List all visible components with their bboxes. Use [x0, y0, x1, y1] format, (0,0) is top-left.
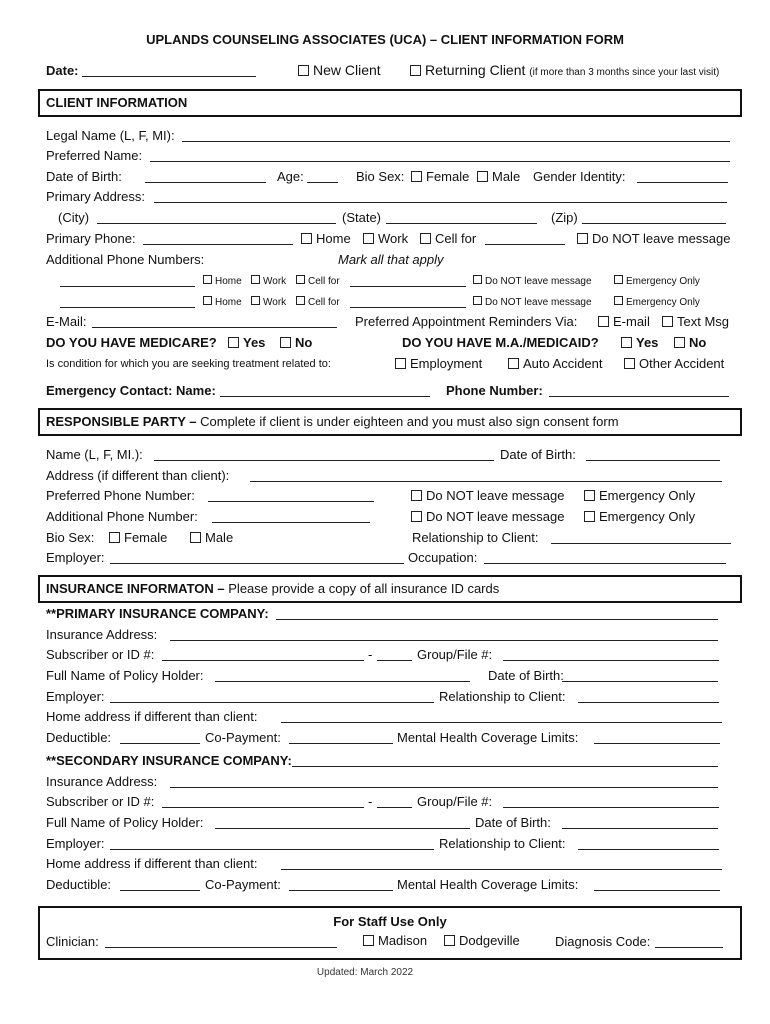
other-accident-option[interactable]: Other Accident: [624, 357, 724, 370]
secondary-mh-limits-label: Mental Health Coverage Limits:: [397, 877, 579, 892]
checkbox-icon[interactable]: [674, 337, 685, 348]
primary-employer-field[interactable]: [110, 702, 434, 703]
primary-deductible-field[interactable]: [120, 743, 200, 744]
primary-relationship-field[interactable]: [578, 702, 719, 703]
medicaid-question: DO YOU HAVE M.A./MEDICAID?: [402, 335, 599, 350]
date-label: Date:: [46, 63, 79, 78]
secondary-dob-label: Date of Birth:: [475, 815, 551, 830]
checkbox-icon[interactable]: [203, 275, 212, 284]
legal-name-label: Legal Name (L, F, MI):: [46, 128, 175, 143]
zip-field[interactable]: [582, 223, 726, 224]
checkbox-icon[interactable]: [363, 935, 374, 946]
medicare-no-option[interactable]: No: [280, 336, 312, 349]
secondary-deductible-label: Deductible:: [46, 877, 112, 892]
date-field[interactable]: [82, 76, 256, 77]
checkbox-icon[interactable]: [296, 296, 305, 305]
checkbox-icon[interactable]: [598, 316, 609, 327]
zip-label: (Zip): [551, 210, 578, 225]
checkbox-icon[interactable]: [395, 358, 406, 369]
dob-field[interactable]: [145, 182, 266, 183]
secondary-subscriber-label: Subscriber or ID #:: [46, 794, 155, 809]
additional-phone-1-work[interactable]: Work: [251, 275, 286, 287]
primary-employer-label: Employer:: [46, 689, 105, 704]
rp-add-phone-field[interactable]: [212, 522, 370, 523]
state-label: (State): [342, 210, 382, 225]
rp-address-field[interactable]: [250, 481, 722, 482]
primary-insurance-label: **PRIMARY INSURANCE COMPANY:: [46, 606, 269, 621]
secondary-group-label: Group/File #:: [417, 794, 493, 809]
bio-sex-label: Bio Sex:: [356, 169, 405, 184]
primary-deductible-label: Deductible:: [46, 730, 112, 745]
checkbox-icon[interactable]: [473, 275, 482, 284]
employment-option[interactable]: Employment: [395, 357, 482, 370]
additional-phone-2-emergency[interactable]: Emergency Only: [614, 296, 700, 308]
rp-occupation-field[interactable]: [484, 563, 726, 564]
staff-use-title: For Staff Use Only: [333, 914, 447, 929]
rp-relationship-field[interactable]: [551, 543, 731, 544]
checkbox-icon[interactable]: [614, 296, 623, 305]
work-option[interactable]: Work: [363, 232, 408, 245]
checkbox-icon[interactable]: [190, 532, 201, 543]
primary-relationship-label: Relationship to Client:: [439, 689, 566, 704]
primary-address-label: Insurance Address:: [46, 627, 158, 642]
secondary-subscriber-suffix[interactable]: [377, 807, 412, 808]
female-option[interactable]: Female: [411, 170, 469, 183]
secondary-policy-holder-label: Full Name of Policy Holder:: [46, 815, 204, 830]
checkbox-icon[interactable]: [662, 316, 673, 327]
checkbox-icon[interactable]: [411, 171, 422, 182]
email-label: E-Mail:: [46, 314, 87, 329]
primary-dash: -: [368, 647, 373, 662]
checkbox-icon[interactable]: [363, 233, 374, 244]
checkbox-icon[interactable]: [621, 337, 632, 348]
additional-phone-2-cell-field[interactable]: [350, 307, 466, 308]
home-option[interactable]: Home: [301, 232, 351, 245]
checkbox-icon[interactable]: [298, 65, 309, 76]
pref-reminders-label: Preferred Appointment Reminders Via:: [355, 314, 578, 329]
clinician-field[interactable]: [105, 947, 337, 948]
rp-occupation-label: Occupation:: [408, 550, 478, 565]
city-label: (City): [58, 210, 90, 225]
checkbox-icon[interactable]: [624, 358, 635, 369]
diagnosis-code-label: Diagnosis Code:: [555, 934, 651, 949]
secondary-employer-label: Employer:: [46, 836, 105, 851]
gender-identity-label: Gender Identity:: [533, 169, 626, 184]
rp-name-field[interactable]: [154, 460, 494, 461]
primary-home-address-field[interactable]: [281, 722, 722, 723]
checkbox-icon[interactable]: [301, 233, 312, 244]
emergency-phone-field[interactable]: [549, 396, 729, 397]
form-title: UPLANDS COUNSELING ASSOCIATES (UCA) – CLIENT INFORMATION FORM: [146, 32, 624, 47]
checkbox-icon[interactable]: [228, 337, 239, 348]
secondary-deductible-field[interactable]: [120, 890, 200, 891]
additional-phones-label: Additional Phone Numbers:: [46, 252, 205, 267]
checkbox-icon[interactable]: [411, 511, 422, 522]
secondary-home-address-label: Home address if different than client:: [46, 856, 258, 871]
new-client-option[interactable]: New Client: [298, 63, 381, 77]
additional-phone-1-field[interactable]: [60, 286, 195, 287]
checkbox-icon[interactable]: [477, 171, 488, 182]
primary-phone-label: Primary Phone:: [46, 231, 136, 246]
additional-phone-2-cell[interactable]: Cell for: [296, 296, 340, 308]
checkbox-icon[interactable]: [411, 490, 422, 501]
rp-pref-emergency[interactable]: Emergency Only: [584, 489, 695, 502]
medicare-yes-option[interactable]: Yes: [228, 336, 265, 349]
additional-phone-2-work[interactable]: Work: [251, 296, 286, 308]
secondary-dob-field[interactable]: [562, 828, 718, 829]
secondary-relationship-field[interactable]: [578, 849, 719, 850]
checkbox-icon[interactable]: [577, 233, 588, 244]
checkbox-icon[interactable]: [584, 511, 595, 522]
secondary-mh-limits-field[interactable]: [594, 890, 720, 891]
rp-female-option[interactable]: Female: [109, 531, 167, 544]
primary-address-field[interactable]: [154, 202, 727, 203]
city-field[interactable]: [97, 223, 336, 224]
state-field[interactable]: [386, 223, 537, 224]
rp-pref-phone-field[interactable]: [208, 501, 374, 502]
medicaid-no-option[interactable]: No: [674, 336, 706, 349]
additional-phone-1-do-not-leave[interactable]: Do NOT leave message: [473, 275, 592, 287]
additional-phone-2-do-not-leave[interactable]: Do NOT leave message: [473, 296, 592, 308]
secondary-dash: -: [368, 794, 373, 809]
returning-client-option[interactable]: Returning Client (if more than 3 months since your last visit): [410, 63, 719, 78]
age-label: Age:: [277, 169, 304, 184]
rp-add-phone-label: Additional Phone Number:: [46, 509, 198, 524]
checkbox-icon[interactable]: [473, 296, 482, 305]
legal-name-field[interactable]: [182, 141, 730, 142]
secondary-address-label: Insurance Address:: [46, 774, 158, 789]
responsible-section-title: RESPONSIBLE PARTY – Complete if client is under eighteen and you must also sign consent form: [46, 414, 619, 429]
reminder-text-option[interactable]: Text Msg: [662, 315, 729, 328]
checkbox-icon[interactable]: [296, 275, 305, 284]
cell-for-option[interactable]: Cell for: [420, 232, 476, 245]
additional-phone-2-home[interactable]: Home: [203, 296, 242, 308]
rp-employer-field[interactable]: [110, 563, 404, 564]
secondary-subscriber-field[interactable]: [162, 807, 364, 808]
additional-phone-1-cell[interactable]: Cell for: [296, 275, 340, 287]
checkbox-icon[interactable]: [444, 935, 455, 946]
madison-option[interactable]: Madison: [363, 934, 427, 947]
additional-phone-1-emergency[interactable]: Emergency Only: [614, 275, 700, 287]
primary-policy-holder-label: Full Name of Policy Holder:: [46, 668, 204, 683]
checkbox-icon[interactable]: [251, 275, 260, 284]
rp-pref-phone-label: Preferred Phone Number:: [46, 488, 195, 503]
medicare-question: DO YOU HAVE MEDICARE?: [46, 335, 217, 350]
rp-add-emergency[interactable]: Emergency Only: [584, 510, 695, 523]
checkbox-icon[interactable]: [420, 233, 431, 244]
male-option[interactable]: Male: [477, 170, 520, 183]
age-field[interactable]: [307, 182, 338, 183]
checkbox-icon[interactable]: [203, 296, 212, 305]
secondary-insurance-field[interactable]: [292, 766, 718, 767]
emergency-contact-label: Emergency Contact: Name:: [46, 383, 216, 398]
rp-add-do-not-leave[interactable]: Do NOT leave message: [411, 510, 565, 523]
secondary-copay-field[interactable]: [289, 890, 393, 891]
primary-subscriber-suffix[interactable]: [377, 660, 412, 661]
secondary-relationship-label: Relationship to Client:: [439, 836, 566, 851]
reminder-email-option[interactable]: E-mail: [598, 315, 650, 328]
mark-all-note: Mark all that apply: [338, 252, 444, 267]
secondary-insurance-label: **SECONDARY INSURANCE COMPANY:: [46, 753, 292, 768]
primary-insurance-field[interactable]: [276, 619, 718, 620]
medicaid-yes-option[interactable]: Yes: [621, 336, 658, 349]
primary-group-field[interactable]: [503, 660, 719, 661]
primary-subscriber-label: Subscriber or ID #:: [46, 647, 155, 662]
primary-policy-holder-field[interactable]: [215, 681, 470, 682]
dodgeville-option[interactable]: Dodgeville: [444, 934, 520, 947]
diagnosis-code-field[interactable]: [655, 947, 723, 948]
dob-label: Date of Birth:: [46, 169, 122, 184]
checkbox-icon[interactable]: [584, 490, 595, 501]
checkbox-icon[interactable]: [109, 532, 120, 543]
rp-employer-label: Employer:: [46, 550, 105, 565]
primary-group-label: Group/File #:: [417, 647, 493, 662]
additional-phone-1-cell-field[interactable]: [350, 286, 466, 287]
primary-home-address-label: Home address if different than client:: [46, 709, 258, 724]
rp-dob-field[interactable]: [586, 460, 720, 461]
client-section-title: CLIENT INFORMATION: [46, 95, 188, 110]
primary-phone-field[interactable]: [143, 244, 293, 245]
do-not-leave-option[interactable]: Do NOT leave message: [577, 232, 731, 245]
rp-address-label: Address (if different than client):: [46, 468, 230, 483]
rp-pref-do-not-leave[interactable]: Do NOT leave message: [411, 489, 565, 502]
rp-bio-sex-label: Bio Sex:: [46, 530, 95, 545]
secondary-group-field[interactable]: [503, 807, 719, 808]
secondary-policy-holder-field[interactable]: [215, 828, 470, 829]
emergency-phone-label: Phone Number:: [446, 383, 543, 398]
rp-name-label: Name (L, F, MI.):: [46, 447, 143, 462]
primary-copay-label: Co-Payment:: [205, 730, 281, 745]
primary-dob-field[interactable]: [562, 681, 718, 682]
clinician-label: Clinician:: [46, 934, 99, 949]
rp-male-option[interactable]: Male: [190, 531, 233, 544]
secondary-home-address-field[interactable]: [281, 869, 722, 870]
primary-address-field[interactable]: [170, 640, 718, 641]
rp-dob-label: Date of Birth:: [500, 447, 576, 462]
preferred-name-label: Preferred Name:: [46, 148, 143, 163]
email-field[interactable]: [92, 327, 337, 328]
auto-accident-option[interactable]: Auto Accident: [508, 357, 603, 370]
checkbox-icon[interactable]: [280, 337, 291, 348]
condition-question: Is condition for which you are seeking treatment related to:: [46, 358, 331, 370]
checkbox-icon[interactable]: [251, 296, 260, 305]
secondary-address-field[interactable]: [170, 787, 718, 788]
secondary-copay-label: Co-Payment:: [205, 877, 281, 892]
primary-copay-field[interactable]: [289, 743, 393, 744]
footer-updated: Updated: March 2022: [316, 967, 414, 978]
primary-mh-limits-field[interactable]: [594, 743, 720, 744]
insurance-section-title: INSURANCE INFORMATON – Please provide a copy of all insurance ID cards: [46, 581, 500, 596]
additional-phone-1-home[interactable]: Home: [203, 275, 242, 287]
checkbox-icon[interactable]: [508, 358, 519, 369]
gender-identity-field[interactable]: [637, 182, 728, 183]
primary-subscriber-field[interactable]: [162, 660, 364, 661]
primary-address-label: Primary Address:: [46, 189, 145, 204]
primary-mh-limits-label: Mental Health Coverage Limits:: [397, 730, 579, 745]
cell-for-field[interactable]: [485, 244, 565, 245]
primary-dob-label: Date of Birth:: [488, 668, 564, 683]
emergency-contact-field[interactable]: [220, 396, 430, 397]
checkbox-icon[interactable]: [614, 275, 623, 284]
preferred-name-field[interactable]: [150, 161, 730, 162]
secondary-employer-field[interactable]: [110, 849, 434, 850]
rp-relationship-label: Relationship to Client:: [412, 530, 539, 545]
checkbox-icon[interactable]: [410, 65, 421, 76]
additional-phone-2-field[interactable]: [60, 307, 195, 308]
